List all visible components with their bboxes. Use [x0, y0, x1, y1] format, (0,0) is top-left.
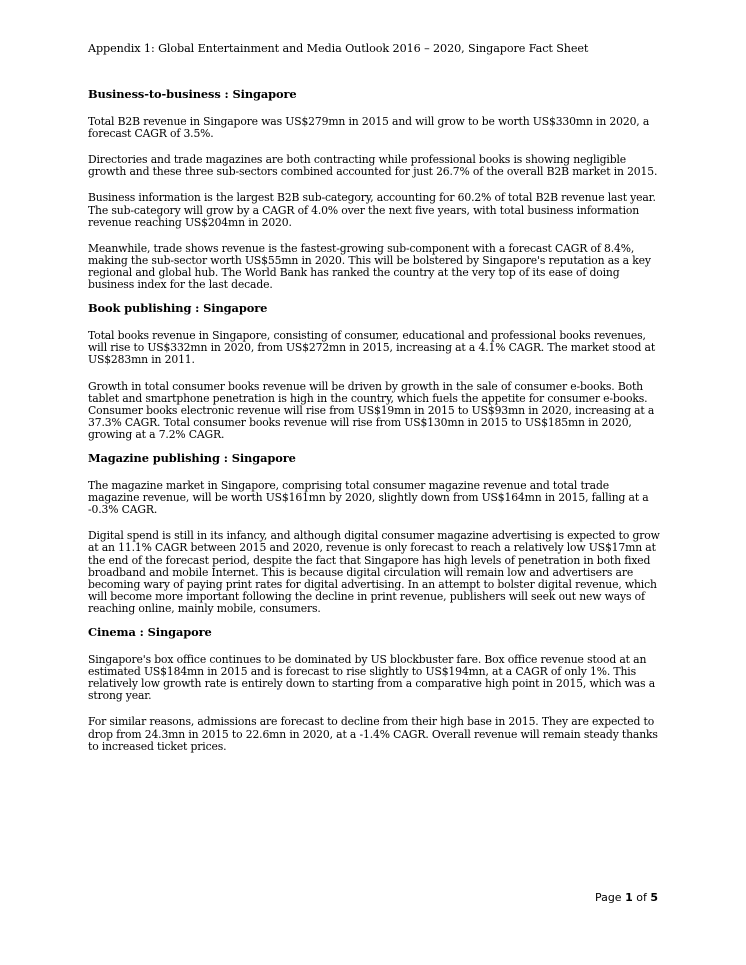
- paragraph: Growth in total consumer books revenue will be driven by growth in the sale of consumer e-books. Both tablet and smartphone penetration is high in the country, which fuels the appetite for consumer e-books. Consumer books electronic revenue will rise from US$19mn in 2015 to US$93mn in 2020, increasing at a 37.3% CAGR. Total consumer books revenue will rise from US$130mn in 2015 to US$185mn in 2020, growing at a 7.2% CAGR.: [88, 379, 655, 441]
- paragraph: The magazine market in Singapore, comprising total consumer magazine revenue and total trade magazine revenue, will be worth US$161mn by 2020, slightly down from US$164mn in 2015, falling at a -0.3% CAGR.: [88, 479, 649, 517]
- paragraph: Total books revenue in Singapore, consisting of consumer, educational and professional books revenues, will rise to US$332mn in 2020, from US$272mn in 2015, increasing at a 4.1% CAGR. The market stood at US$283mn in 2011.: [88, 329, 656, 367]
- document-body: [88, 88, 660, 767]
- page-header: Appendix 1: Global Entertainment and Media Outlook 2016 – 2020, Singapore Fact Sheet: [88, 42, 589, 55]
- section-heading: Cinema : Singapore: [88, 625, 212, 639]
- section-cinema: [88, 626, 660, 753]
- section-heading: Book publishing : Singapore: [88, 301, 268, 316]
- page-number: [595, 891, 658, 904]
- section-b2b: [88, 88, 660, 291]
- paragraph: Total B2B revenue in Singapore was US$279mn in 2015 and will grow to be worth US$330mn in 2020, a forecast CAGR of 3.5%.: [88, 115, 650, 141]
- paragraph: Directories and trade magazines are both contracting while professional books is showing negligible growth and these three sub-sectors combined accounted for just 26.7% of the overall B2B market in 2015.: [88, 153, 658, 179]
- section-book-publishing: [88, 302, 660, 441]
- paragraph: Singapore's box office continues to be dominated by US blockbuster fare. Box office revenue stood at an estimated US$184mn in 2015 and is forecast to rise slightly to US$194mn, at a CAGR of only 1%. This relatively low growth rate is entirely down to starting from a comparative high point in 2015, which was a strong year.: [88, 653, 655, 703]
- current-page-number: 1: [625, 891, 633, 904]
- paragraph: Business information is the largest B2B sub-category, accounting for 60.2% of total B2B revenue last year. The sub-category will grow by a CAGR of 4.0% over the next five years, with total business information revenue reaching US$204mn in 2020.: [88, 191, 656, 229]
- section-magazine-publishing: [88, 452, 660, 615]
- page-label: Page: [594, 891, 622, 904]
- section-heading: Business-to-business : Singapore: [88, 87, 297, 101]
- paragraph: Meanwhile, trade shows revenue is the fastest-growing sub-component with a forecast CAGR of 8.4%, making the sub-sector worth US$55mn in 2020. This will be bolstered by Singapore's reputation as a key regional and global hub. The World Bank has ranked the country at the very top of its ease of doing business index for the last decade.: [88, 241, 651, 292]
- total-pages-number: 5: [650, 891, 658, 904]
- section-heading: Magazine publishing : Singapore: [88, 450, 296, 465]
- paragraph: Digital spend is still in its infancy, and although digital consumer magazine advertising is expected to grow at an 11.1% CAGR between 2015 and 2020, revenue is only forecast to reach a relatively low US$17mn at the end of the forecast period, despite the fact that Singapore has high levels of penetration in both fixed broadband and mobile Internet. This is because digital circulation will remain low and advertisers are becoming wary of paying print rates for digital advertising. In an attempt to bolster digital revenue, which will become more important following the decline in print revenue, publishers will seek out new ways of reaching online, mainly mobile, consumers.: [88, 529, 660, 615]
- paragraph: For similar reasons, admissions are forecast to decline from their high base in 2015. They are expected to drop from 24.3mn in 2015 to 22.6mn in 2020, at a -1.4% CAGR. Overall revenue will remain steady thanks to increased ticket prices.: [88, 715, 658, 753]
- of-label: of: [636, 891, 647, 904]
